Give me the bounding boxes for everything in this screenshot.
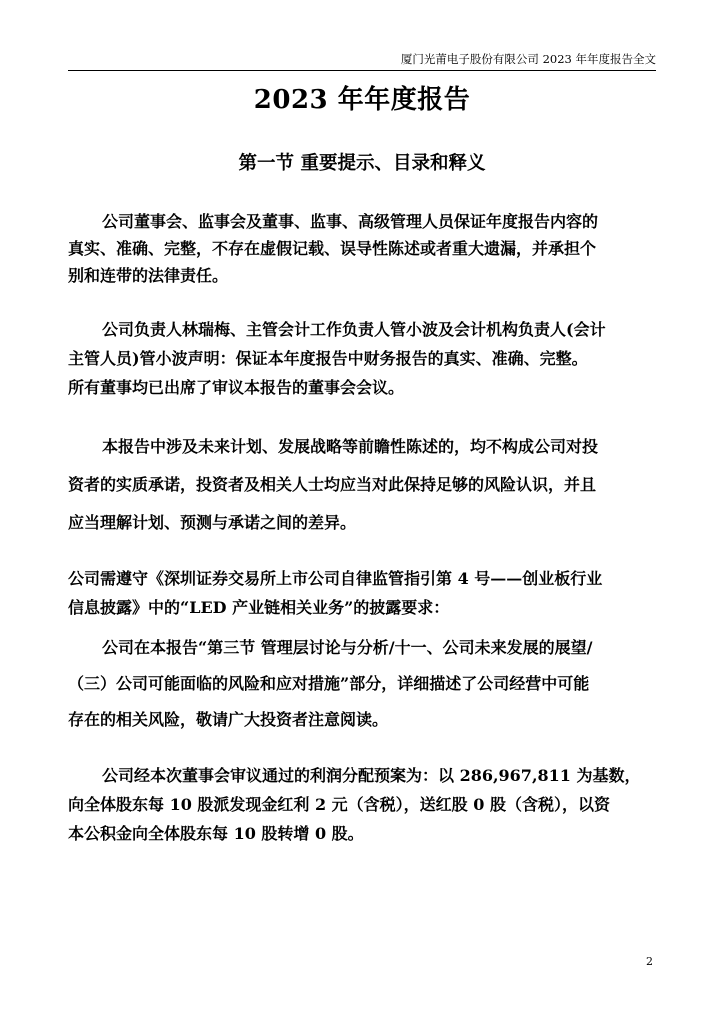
paragraph-line: 公司董事会、监事会及董事、监事、高级管理人员保证年度报告内容的 <box>102 212 599 231</box>
disclosure-requirements-paragraph <box>68 564 668 738</box>
paragraph-line: 别和连带的法律责任。 <box>68 266 229 285</box>
paragraph-line: 公司负责人林瑞梅、主管会计工作负责人管小波及会计机构负责人(会计 <box>102 320 606 339</box>
forward-looking-paragraph <box>68 428 668 542</box>
page-header <box>68 50 656 71</box>
responsibility-paragraph <box>68 208 668 289</box>
paragraph-line: 真实、准确、完整，不存在虚假记载、误导性陈述或者重大遗漏，并承担个 <box>68 239 597 258</box>
management-declaration-paragraph <box>68 315 668 402</box>
paragraph-line: 应当理解计划、预测与承诺之间的差异。 <box>68 513 357 532</box>
section-title: 第一节 重要提示、目录和释义 <box>238 153 486 174</box>
paragraph-line: 信息披露》中的“LED 产业链相关业务”的披露要求： <box>68 598 450 617</box>
paragraph-line: （三）公司可能面临的风险和应对措施”部分，详细描述了公司经营中可能 <box>68 674 590 693</box>
paragraph-line: 资者的实质承诺，投资者及相关人士均应当对此保持足够的风险认识，并且 <box>68 475 597 494</box>
paragraph-line: 公司经本次董事会审议通过的利润分配预案为：以 286,967,811 为基数， <box>102 766 641 785</box>
paragraph-line: 向全体股东每 10 股派发现金红利 2 元（含税），送红股 0 股（含税），以资 <box>68 795 610 814</box>
paragraph-line: 公司在本报告“第三节 管理层讨论与分析/十一、公司未来发展的展望/ <box>102 638 593 657</box>
paragraph-line: 本报告中涉及未来计划、发展战略等前瞻性陈述的，均不构成公司对投 <box>102 437 599 456</box>
paragraph-line: 所有董事均已出席了审议本报告的董事会会议。 <box>68 378 405 397</box>
header-company-title: 厦门光莆电子股份有限公司 2023 年年度报告全文 <box>400 52 656 66</box>
page-number: 2 <box>646 955 653 968</box>
report-title: 2023 年年度报告 <box>253 85 471 115</box>
profit-distribution-paragraph <box>68 761 668 848</box>
paragraph-line: 公司需遵守《深圳证券交易所上市公司自律监管指引第 4 号——创业板行业 <box>68 569 603 588</box>
paragraph-line: 存在的相关风险，敬请广大投资者注意阅读。 <box>68 710 389 729</box>
paragraph-line: 本公积金向全体股东每 10 股转增 0 股。 <box>68 824 364 843</box>
paragraph-line: 主管人员)管小波声明：保证本年度报告中财务报告的真实、准确、完整。 <box>68 349 588 368</box>
